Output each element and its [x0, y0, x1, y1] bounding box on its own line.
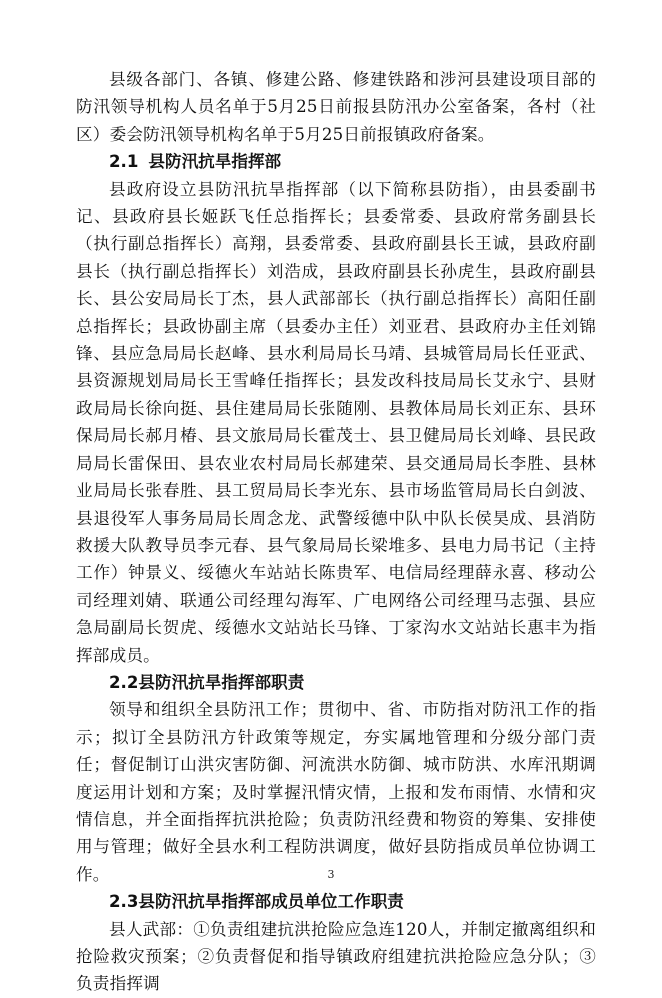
- section-title: 县防汛抗旱指挥部成员单位工作职责: [138, 892, 404, 912]
- section-title: 县防汛抗旱指挥部职责: [138, 672, 305, 692]
- section-number: 2.3: [109, 892, 139, 912]
- section-title: 县防汛抗旱指挥部: [148, 152, 282, 172]
- paragraph-section-2-3: 县人武部：①负责组建抗洪抢险应急连120人，并制定撤离组织和抢险救灾预案；②负责督促和指导镇政府组建抗洪抢险应急分队；③负责指挥调: [76, 919, 596, 994]
- section-heading-2-3: [76, 888, 596, 915]
- paragraph-section-2-1: 县政府设立县防汛抗旱指挥部（以下简称县防指），由县委副书记、县政府县长姬跃飞任总指挥长；县委常委、县政府常务副县长（执行副总指挥长）高翔，县委常委、县政府副县长王诚，县政府副县长（执行副总指挥长）刘浩成，县政府副县长孙虎生，县政府副县长、县公安局局长丁杰，县人武部部长（执行副总指挥长）高阳任副总指挥长；县政协副主席（县委办主任）刘亚君、县政府办主任刘锦锋、县应急局局长赵峰、县水利局局长马靖、县城管局局长任亚武、县资源规划局局长王雪峰任指挥长；县发改科技局局长艾永宁、县财政局局长徐向挺、县住建局局长张随刚、县教体局局长刘正东、县环保局局长郝月椿、县文旅局局长霍茂士、县卫健局局长刘峰、县民政局局长雷保田、县农业农村局局长郝建荣、县交通局局长李胜、县林业局局长张春胜、县工贸局局长李光东、县市场监管局局长白剑波、县退役军人事务局局长周念龙、武警绥德中队中队长侯昊成、县消防救援大队教导员李元春、县气象局局长梁堆多、县电力局书记（主持工作）钟景义、绥德火车站站长陈贵军、电信局经理薛永喜、移动公司经理刘婧、联通公司经理勾海军、广电网络公司经理马志强、县应急局副局长贺虎、绥德水文站站长马锋、丁家沟水文站站长惠丰为指挥部成员。: [76, 179, 596, 665]
- section-number: 2.1: [109, 152, 139, 172]
- page-content: [76, 66, 596, 998]
- section-number: 2.2: [109, 672, 139, 692]
- paragraph-section-2-2: 领导和组织全县防汛工作；贯彻中、省、市防指对防汛工作的指示；拟订全县防汛方针政策等规定，夯实属地管理和分级分部门责任；督促制订山洪灾害防御、河流洪水防御、城市防洪、水库汛期调度运用计划和方案；及时掌握汛情灾情，上报和发布雨情、水情和灾情信息，并全面指挥抗洪抢险；负责防汛经费和物资的筹集、安排使用与管理；做好全县水利工程防洪调度，做好县防指成员单位协调工作。: [76, 700, 596, 884]
- page-number: 3: [327, 868, 335, 881]
- paragraph-intro: 县级各部门、各镇、修建公路、修建铁路和涉河县建设项目部的防汛领导机构人员名单于5月25日前报县防汛办公室备案，各村（社区）委会防汛领导机构名单于5月25日前报镇政府备案。: [76, 70, 596, 144]
- section-heading-2-2: [76, 669, 596, 696]
- section-heading-2-1: [76, 148, 596, 175]
